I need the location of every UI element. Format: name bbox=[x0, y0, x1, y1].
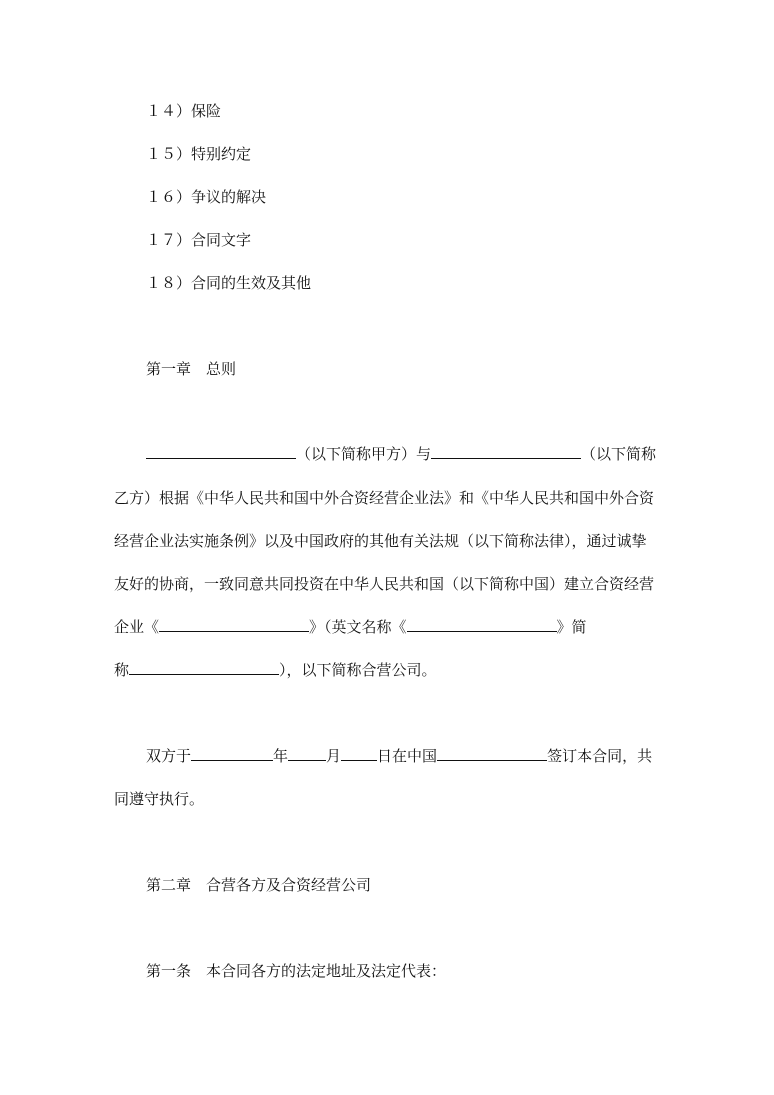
toc-item-17: １７）合同文字 bbox=[146, 231, 252, 249]
party-b-blank bbox=[431, 444, 581, 459]
short-name-label: 》简 bbox=[556, 618, 587, 636]
month-label: 月 bbox=[326, 747, 342, 765]
party-a-note: （以下简称甲方）与 bbox=[296, 445, 432, 463]
sign-suffix: 签订本合同，共 bbox=[547, 747, 653, 765]
para1-line1 bbox=[146, 444, 656, 464]
article1-heading: 第一条 本合同各方的法定地址及法定代表： bbox=[146, 962, 447, 980]
place-blank bbox=[437, 746, 547, 761]
day-blank bbox=[341, 746, 377, 761]
party-b-note: （以下简称 bbox=[581, 445, 657, 463]
para1-line2: 乙方）根据《中华人民共和国中外合资经营企业法》和《中华人民共和国中外合资 bbox=[114, 489, 655, 507]
party-a-blank bbox=[146, 444, 296, 459]
year-label: 年 bbox=[273, 747, 289, 765]
para2-line1 bbox=[146, 746, 652, 766]
year-blank bbox=[191, 746, 273, 761]
para1-line3: 经营企业法实施条例》以及中国政府的其他有关法规（以下简称法律），通过诚挚 bbox=[114, 532, 647, 550]
toc-item-15: １５）特别约定 bbox=[146, 145, 252, 163]
month-blank bbox=[288, 746, 326, 761]
day-label: 日在中国 bbox=[377, 747, 438, 765]
para2-line2: 同遵守执行。 bbox=[114, 790, 205, 808]
short-name-tail: ），以下简称合营公司。 bbox=[279, 661, 437, 679]
toc-item-14: １４）保险 bbox=[146, 102, 222, 120]
toc-item-18: １８）合同的生效及其他 bbox=[146, 274, 312, 292]
para1-line5 bbox=[114, 617, 587, 637]
toc-item-16: １６）争议的解决 bbox=[146, 188, 267, 206]
chapter2-heading: 第二章 合营各方及合资经营公司 bbox=[146, 876, 372, 894]
short-name-label-cont: 称 bbox=[114, 661, 130, 679]
short-name-blank bbox=[129, 660, 279, 675]
english-name-label: 》（英文名称《 bbox=[309, 618, 407, 636]
company-name-label: 企业《 bbox=[114, 618, 160, 636]
english-name-blank bbox=[407, 617, 557, 632]
para1-line6 bbox=[114, 660, 437, 680]
sign-date-prefix: 双方于 bbox=[146, 747, 192, 765]
chapter1-heading: 第一章 总则 bbox=[146, 360, 237, 378]
company-name-blank bbox=[159, 617, 309, 632]
para1-line4: 友好的协商，一致同意共同投资在中华人民共和国（以下简称中国）建立合资经营 bbox=[114, 575, 655, 593]
